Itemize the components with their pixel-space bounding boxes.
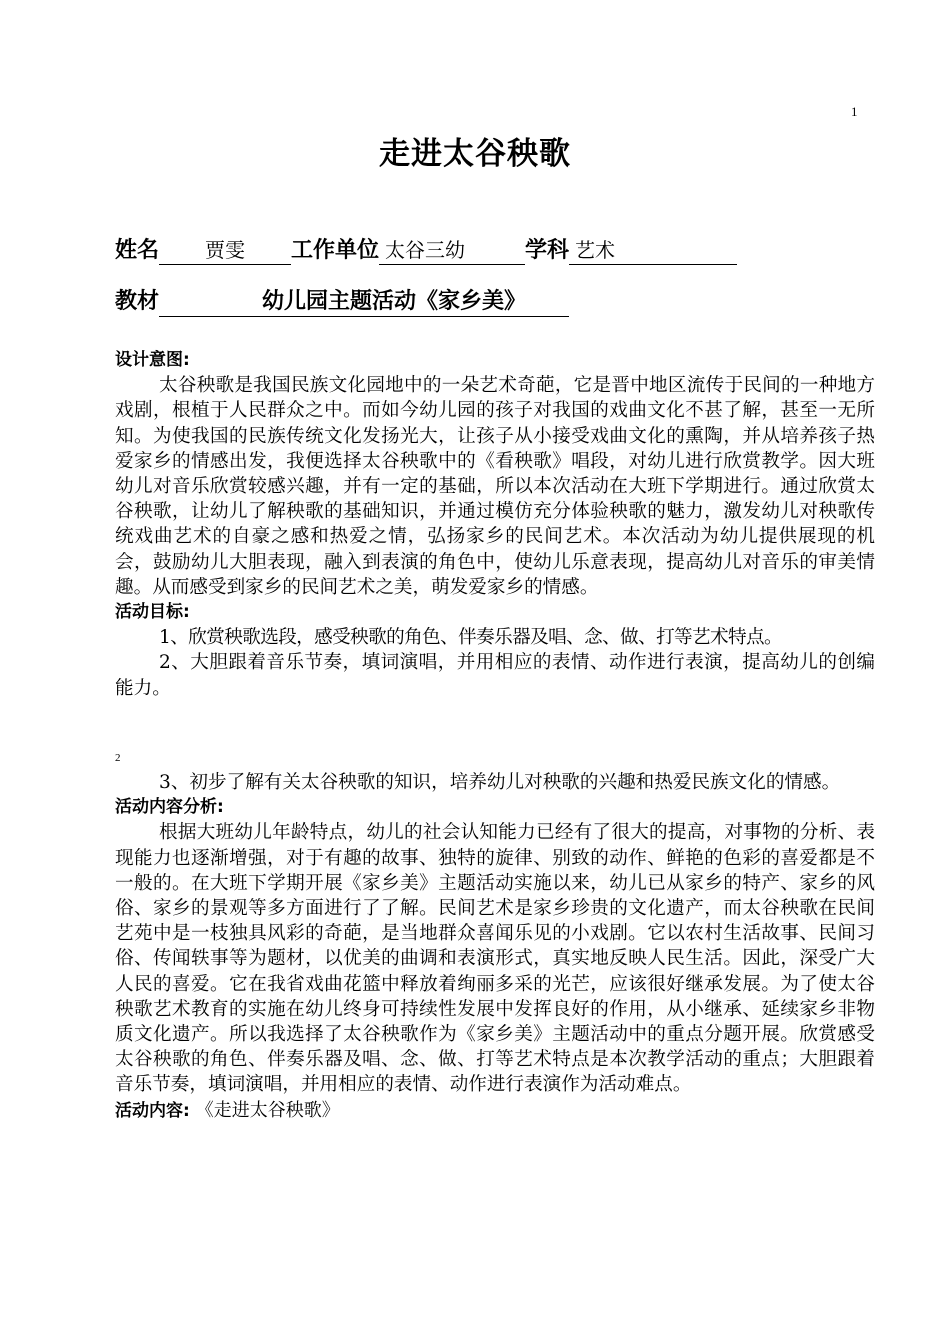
- unit-label: 工作单位: [291, 238, 380, 263]
- material-info-line: [115, 284, 569, 317]
- goal-item-3: 3、初步了解有关太谷秧歌的知识，培养幼儿对秧歌的兴趣和热爱民族文化的情感。: [159, 772, 841, 793]
- document-title: 走进太谷秧歌: [379, 136, 571, 172]
- content-value: 《走进太谷秧歌》: [195, 1099, 340, 1121]
- analysis-paragraph: 根据大班幼儿年龄特点，幼儿的社会认知能力已经有了很大的提高，对事物的分析、表现能力也逐渐增强，对于有趣的故事、独特的旋律、别致的动作、鲜艳的色彩的喜爱都是不一般的。在大班下学期开展《家乡美》主题活动实施以来，幼儿已从家乡的特产、家乡的风俗、家乡的景观等多方面进行了了解。民间艺术是家乡珍贵的文化遗产，而太谷秧歌在民间艺苑中是一枝独具风彩的奇葩，是当地群众喜闻乐见的小戏剧。它以农村生活故事、民间习俗、传闻轶事等为题材，以优美的曲调和表演形式，真实地反映人民生活。因此，深受广大人民的喜爱。它在我省戏曲花篮中释放着绚丽多采的光芒，应该很好继承发展。为了使太谷秧歌艺术教育的实施在幼儿终身可持续性发展中发挥良好的作用，从小继承、延续家乡非物质文化遗产。所以我选择了太谷秧歌作为《家乡美》主题活动中的重点分题开展。欣赏感受太谷秧歌的角色、伴奏乐器及唱、念、做、打等艺术特点是本次教学活动的重点；大胆跟着音乐节奏，填词演唱，并用相应的表情、动作进行表演作为活动难点。: [115, 822, 875, 1096]
- content-line: [115, 1098, 875, 1124]
- document-body-part-2: [115, 770, 875, 1124]
- goal-item-2: 2、大胆跟着音乐节奏，填词演唱，并用相应的表情、动作进行表演，提高幼儿的创编能力。: [115, 652, 875, 699]
- subject-label: 学科: [525, 238, 570, 263]
- author-info-line: [115, 233, 737, 265]
- goal-item-1: 1、欣赏秧歌选段，感受秧歌的角色、伴奏乐器及唱、念、做、打等艺术特点。: [159, 627, 783, 649]
- name-label: 姓名: [115, 238, 160, 263]
- design-paragraph: 太谷秧歌是我国民族文化园地中的一朵艺术奇葩，它是晋中地区流传于民间的一种地方戏剧，根植于人民群众之中。而如今幼儿园的孩子对我国的戏曲文化不甚了解，甚至一无所知。为使我国的民族传统文化发扬光大，让孩子从小接受戏曲文化的熏陶，并从培养孩子热爱家乡的情感出发，我便选择太谷秧歌中的《看秧歌》唱段，对幼儿进行欣赏教学。因大班幼儿对音乐欣赏较感兴趣，并有一定的基础，所以本次活动在大班下学期进行。通过欣赏太谷秧歌，让幼儿了解秧歌的基础知识，并通过模仿充分体验秧歌的魅力，激发幼儿对秧歌传统戏曲艺术的自豪之感和热爱之情，弘扬家乡的民间艺术。本次活动为幼儿提供展现的机会，鼓励幼儿大胆表现，融入到表演的角色中，使幼儿乐意表现，提高幼儿对音乐的审美情趣。从而感受到家乡的民间艺术之美，萌发爱家乡的情感。: [115, 375, 875, 598]
- content-heading: 活动内容:: [115, 1100, 190, 1121]
- analysis-heading: 活动内容分析:: [115, 797, 224, 818]
- design-heading: 设计意图:: [115, 350, 190, 370]
- page-number: 1: [851, 104, 858, 119]
- document-body-part-1: [115, 348, 875, 701]
- material-label: 教材: [115, 289, 160, 314]
- material-value: 幼儿园主题活动《家乡美》: [159, 288, 569, 317]
- subject-value: 艺术: [569, 236, 737, 265]
- name-value: 贾雯: [159, 236, 291, 265]
- unit-value: 太谷三幼: [379, 236, 525, 265]
- page-number: 2: [115, 752, 121, 764]
- goals-heading: 活动目标:: [115, 602, 190, 623]
